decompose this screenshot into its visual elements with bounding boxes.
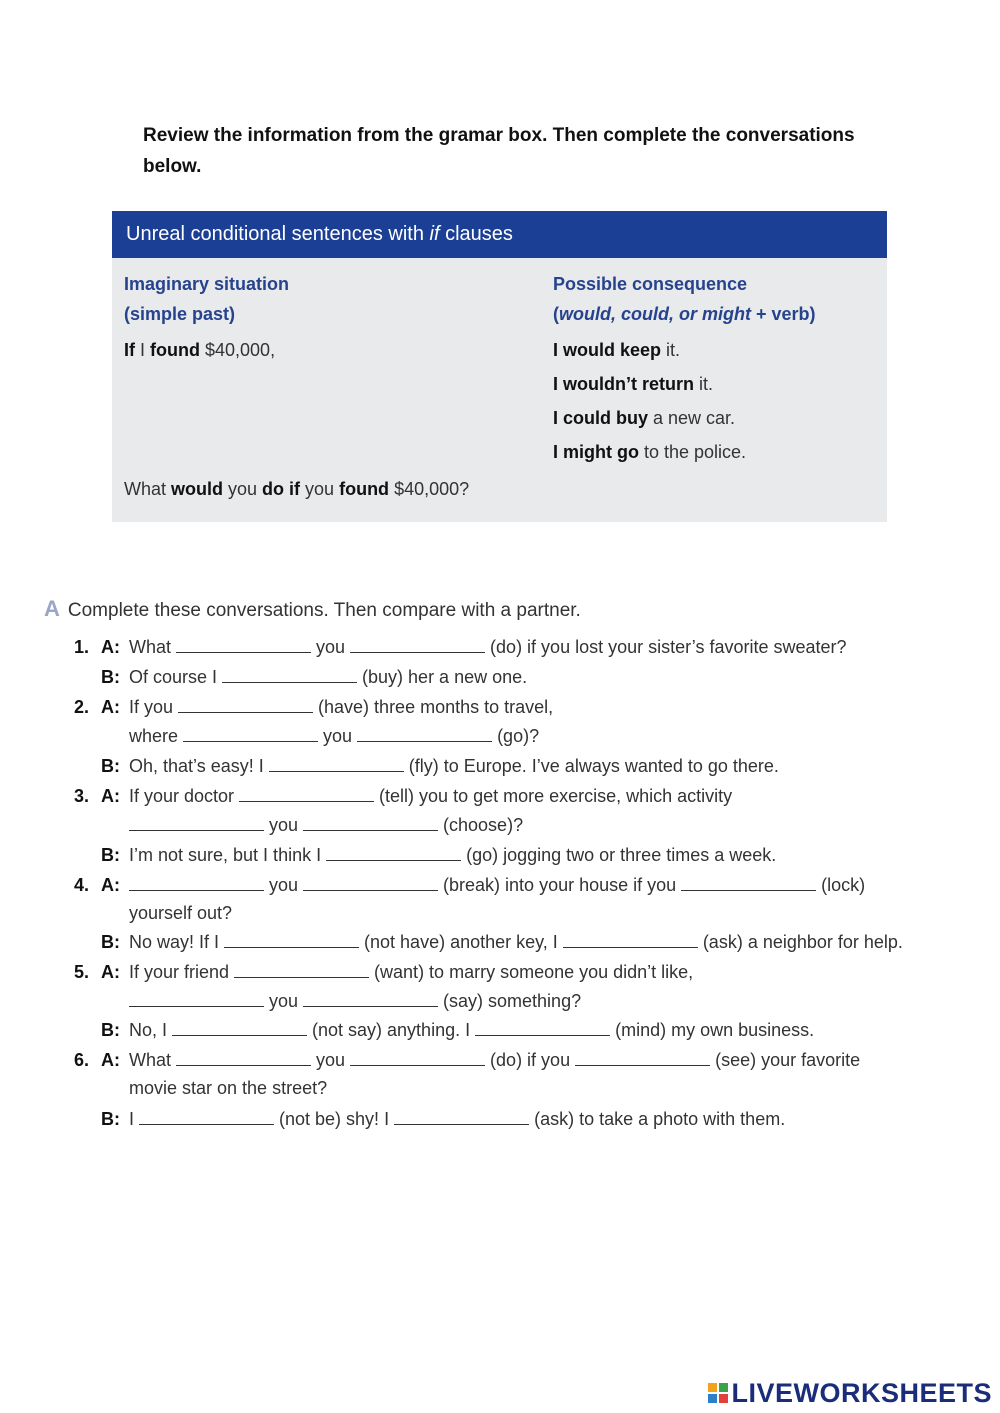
conversation-line: No, I (not say) anything. I (mind) my own business. xyxy=(129,1020,815,1040)
answer-blank[interactable] xyxy=(183,740,318,742)
possible-consequence-subheading: (would, could, or might + verb) xyxy=(553,304,816,324)
speaker-label: A: xyxy=(101,697,120,717)
answer-blank[interactable] xyxy=(350,651,485,653)
speaker-label: B: xyxy=(101,1020,120,1040)
answer-blank[interactable] xyxy=(129,829,264,831)
answer-blank[interactable] xyxy=(234,976,369,978)
imaginary-situation-column xyxy=(124,269,289,367)
imaginary-situation-example: If I found $40,000, xyxy=(124,340,276,360)
answer-blank[interactable] xyxy=(269,770,404,772)
answer-blank[interactable] xyxy=(176,1064,311,1066)
imaginary-situation-subheading: (simple past) xyxy=(124,304,236,324)
answer-blank[interactable] xyxy=(357,740,492,742)
answer-blank[interactable] xyxy=(172,1034,307,1036)
answer-blank[interactable] xyxy=(224,946,359,948)
answer-blank[interactable] xyxy=(575,1064,710,1066)
answer-blank[interactable] xyxy=(222,681,357,683)
conversation-line: If your doctor (tell) you to get more exercise, which activity xyxy=(129,786,733,806)
answer-blank[interactable] xyxy=(563,946,698,948)
grammar-box xyxy=(112,211,887,522)
conversation-line: I’m not sure, but I think I (go) jogging two or three times a week. xyxy=(129,845,777,865)
consequence-item: I might go to the police. xyxy=(553,442,747,462)
consequence-item: I wouldn’t return it. xyxy=(553,374,714,394)
logo-square xyxy=(708,1394,717,1403)
conversation-line: No way! If I (not have) another key, I (ask) a neighbor for help. xyxy=(129,932,903,952)
conversation-line: you (choose)? xyxy=(124,814,523,836)
answer-blank[interactable] xyxy=(178,711,313,713)
answer-blank[interactable] xyxy=(475,1034,610,1036)
conversation-line: you (break) into your house if you (lock) xyxy=(124,874,865,896)
logo-square xyxy=(719,1383,728,1392)
answer-blank[interactable] xyxy=(129,889,264,891)
logo-square xyxy=(708,1383,717,1392)
answer-blank[interactable] xyxy=(139,1123,274,1125)
exercise-title: A Complete these conversations. Then compare with a partner. xyxy=(44,596,581,621)
logo-square xyxy=(719,1394,728,1403)
item-number: 1. xyxy=(74,637,90,657)
conversation-line: Oh, that’s easy! I (fly) to Europe. I’ve always wanted to go there. xyxy=(129,756,779,776)
answer-blank[interactable] xyxy=(326,859,461,861)
answer-blank[interactable] xyxy=(129,1005,264,1007)
grammar-box-title: Unreal conditional sentences with if clauses xyxy=(112,211,887,258)
liveworksheets-logo xyxy=(708,1378,992,1408)
consequence-item: I could buy a new car. xyxy=(553,408,736,428)
answer-blank[interactable] xyxy=(239,800,374,802)
item-number: 6. xyxy=(74,1050,90,1070)
answer-blank[interactable] xyxy=(176,651,311,653)
logo-text: LIVEWORKSHEETS xyxy=(731,1377,992,1408)
speaker-label: A: xyxy=(101,875,120,895)
grammar-question: What would you do if you found $40,000? xyxy=(124,479,470,499)
exercise-letter: A xyxy=(44,596,60,621)
conversation-line: you (say) something? xyxy=(124,990,581,1012)
speaker-label: B: xyxy=(101,1109,120,1129)
speaker-label: A: xyxy=(101,1050,120,1070)
possible-consequence-column xyxy=(553,269,816,469)
item-number: 2. xyxy=(74,697,90,717)
speaker-label: A: xyxy=(101,962,120,982)
speaker-label: B: xyxy=(101,756,120,776)
speaker-label: B: xyxy=(101,667,120,687)
possible-consequence-heading: Possible consequence xyxy=(553,274,748,294)
conversation-line: If your friend (want) to marry someone you didn’t like, xyxy=(129,962,694,982)
logo-mark-icon xyxy=(708,1383,728,1403)
consequence-item: I would keep it. xyxy=(553,340,681,360)
speaker-label: A: xyxy=(101,637,120,657)
imaginary-situation-heading: Imaginary situation xyxy=(124,274,290,294)
conversation-line: yourself out? xyxy=(129,903,233,923)
conversation-line: What you (do) if you lost your sister’s favorite sweater? xyxy=(129,637,847,657)
conversation-line: I (not be) shy! I (ask) to take a photo with them. xyxy=(129,1109,786,1129)
instructions: Review the information from the gramar box. Then complete the conversations below. xyxy=(143,125,855,177)
item-number: 5. xyxy=(74,962,90,982)
conversation-line: Of course I (buy) her a new one. xyxy=(129,667,528,687)
speaker-label: B: xyxy=(101,932,120,952)
item-number: 4. xyxy=(74,875,90,895)
speaker-label: A: xyxy=(101,786,120,806)
answer-blank[interactable] xyxy=(303,889,438,891)
answer-blank[interactable] xyxy=(303,829,438,831)
speaker-label: B: xyxy=(101,845,120,865)
answer-blank[interactable] xyxy=(350,1064,485,1066)
conversation-line: where you (go)? xyxy=(129,726,540,746)
answer-blank[interactable] xyxy=(394,1123,529,1125)
answer-blank[interactable] xyxy=(303,1005,438,1007)
conversation-line: What you (do) if you (see) your favorite xyxy=(129,1050,861,1070)
conversation-line: movie star on the street? xyxy=(129,1078,328,1098)
item-number: 3. xyxy=(74,786,90,806)
answer-blank[interactable] xyxy=(681,889,816,891)
conversation-line: If you (have) three months to travel, xyxy=(129,697,554,717)
